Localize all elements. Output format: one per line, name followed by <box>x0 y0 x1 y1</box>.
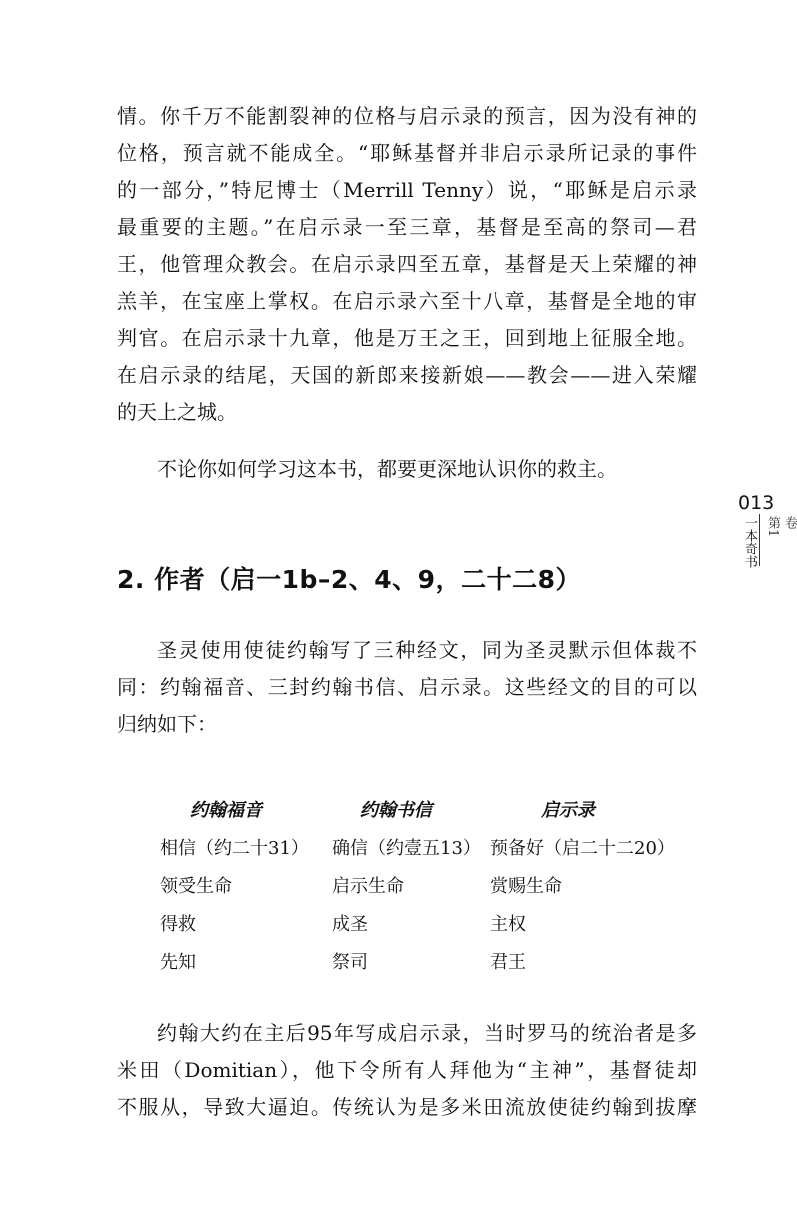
text-line: 同：约翰福音、三封约翰书信、启示录。这些经文的目的可以 <box>117 675 697 699</box>
text-line: 米田（Domitian），他下令所有人拜他为“主神”，基督徒却 <box>117 1058 697 1082</box>
body-paragraph-christ-theme <box>117 98 697 431</box>
summary-header-row <box>160 790 720 828</box>
summary-cell: 预备好（启二十二20） <box>490 838 675 859</box>
page-number: 013 <box>738 492 775 514</box>
chapter-side-tab <box>738 492 797 582</box>
summary-row <box>160 828 720 866</box>
summary-cell: 赏赐生命 <box>490 876 562 897</box>
text-line: 的一部分，”特尼博士（Merrill Tenny）说，“耶稣是启示录 <box>117 178 697 202</box>
summary-cell: 确信（约壹五13） <box>332 838 481 859</box>
book-title-vertical: 一本奇书 <box>742 516 757 568</box>
text-line: 归纳如下： <box>117 712 217 736</box>
side-tab-divider <box>759 514 760 566</box>
text-line: 位格，预言就不能成全。“耶稣基督并非启示录所记录的事件 <box>117 141 697 165</box>
body-paragraph-know-savior <box>117 451 697 488</box>
text-line: 不服从，导致大逼迫。传统认为是多米田流放使徒约翰到拔摩 <box>117 1095 697 1119</box>
text-line: 王，他管理众教会。在启示录四至五章，基督是天上荣耀的神 <box>117 252 697 276</box>
summary-row <box>160 866 720 904</box>
text-line: 不论你如何学习这本书，都要更深地认识你的救主。 <box>157 457 617 481</box>
text-line: 的天上之城。 <box>117 400 237 424</box>
section-heading: 2. 作者（启一1b–2、4、9，二十二8） <box>117 565 581 594</box>
summary-cell: 先知 <box>160 952 196 973</box>
text-line: 判官。在启示录十九章，他是万王之王，回到地上征服全地。 <box>117 326 697 350</box>
writings-summary-table <box>160 790 720 980</box>
summary-row <box>160 942 720 980</box>
text-line: 在启示录的结尾，天国的新郎来接新娘——教会——进入荣耀 <box>117 363 697 387</box>
body-paragraph-three-writings <box>117 632 697 743</box>
summary-cell: 启示生命 <box>332 876 404 897</box>
summary-cell: 主权 <box>490 914 526 935</box>
summary-cell: 相信（约二十31） <box>160 838 309 859</box>
column-header: 约翰书信 <box>359 800 432 821</box>
column-header: 约翰福音 <box>190 800 262 821</box>
text-line: 羔羊，在宝座上掌权。在启示录六至十八章，基督是全地的审 <box>117 289 697 313</box>
body-paragraph-domitian <box>117 1015 697 1126</box>
text-line: 约翰大约在主后95年写成启示录，当时罗马的统治者是多 <box>157 1021 697 1045</box>
summary-cell: 领受生命 <box>160 876 232 897</box>
summary-cell: 君王 <box>490 952 526 973</box>
text-line: 情。你千万不能割裂神的位格与启示录的预言，因为没有神的 <box>117 104 697 128</box>
summary-cell: 得救 <box>160 914 196 935</box>
summary-cell: 成圣 <box>332 914 368 935</box>
column-header: 启示录 <box>540 800 595 821</box>
text-line: 最重要的主题。”在启示录一至三章，基督是至高的祭司—君 <box>117 215 697 239</box>
chapter-label-vertical-2: 卷 <box>782 516 797 529</box>
summary-row <box>160 904 720 942</box>
text-line: 圣灵使用使徒约翰写了三种经文，同为圣灵默示但体裁不 <box>157 638 697 662</box>
chapter-label-vertical: 第1 <box>765 516 780 538</box>
summary-cell: 祭司 <box>332 952 368 973</box>
